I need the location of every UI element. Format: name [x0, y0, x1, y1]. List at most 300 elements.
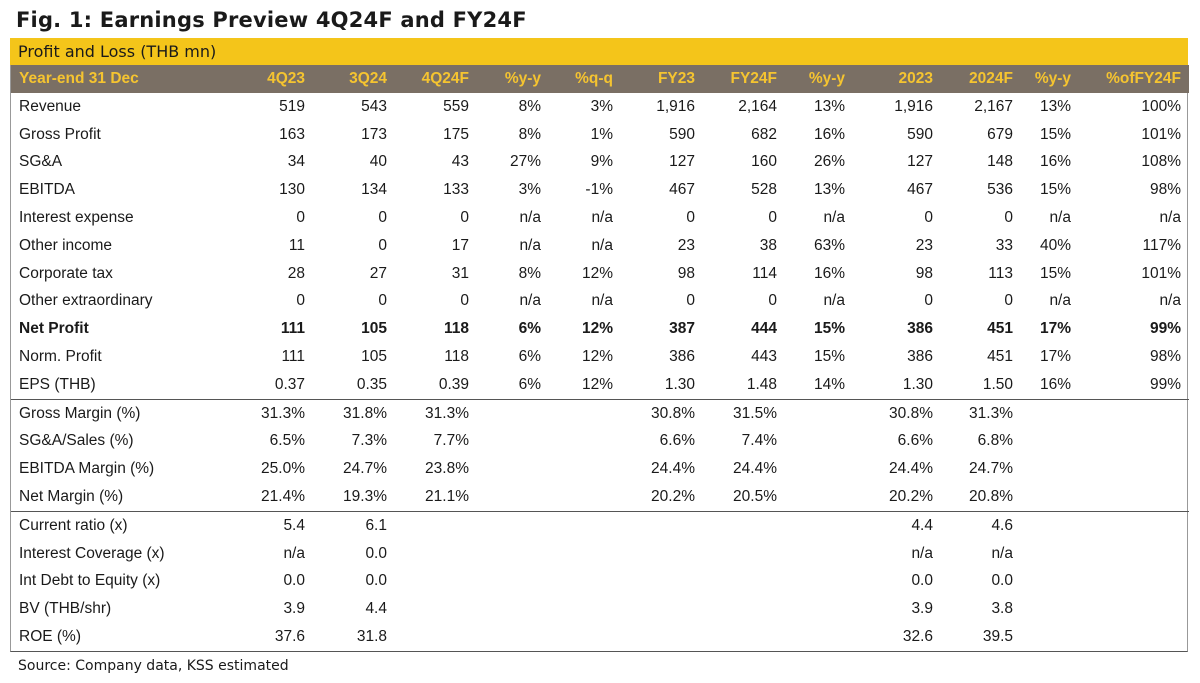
table-cell: 1,916 — [656, 97, 695, 115]
table-cell: 23.8% — [425, 460, 469, 478]
table-cell: 27 — [369, 264, 387, 282]
table-cell: 0 — [768, 209, 777, 227]
table-row — [11, 483, 1189, 511]
table-cell — [703, 595, 785, 623]
table-cell — [395, 511, 477, 539]
table-cell — [1079, 623, 1189, 651]
table-cell: 451 — [987, 320, 1013, 338]
table-cell: 17% — [1039, 320, 1071, 338]
table-subtitle: Profit and Loss (THB mn) — [10, 38, 1188, 65]
figure-title: Fig. 1: Earnings Preview 4Q24F and FY24F — [16, 8, 527, 32]
table-cell: 14% — [813, 375, 845, 393]
table-cell: n/a — [591, 236, 613, 254]
table-cell: 1.50 — [982, 375, 1013, 393]
table-cell: 15% — [1039, 181, 1071, 199]
table-cell: 443 — [751, 348, 777, 366]
table-cell: 3% — [590, 97, 613, 115]
table-cell: 0 — [1004, 292, 1013, 310]
table-cell — [1079, 511, 1189, 539]
table-row — [11, 343, 1189, 371]
column-header: 2023 — [898, 70, 933, 87]
table-cell: 20.5% — [733, 488, 777, 506]
table-cell: n/a — [1049, 292, 1071, 310]
row-label: EPS (THB) — [19, 375, 96, 393]
table-cell: 0.0 — [365, 544, 387, 562]
table-cell: 0 — [378, 209, 387, 227]
table-cell — [549, 568, 621, 596]
table-cell — [477, 511, 549, 539]
table-cell: 34 — [287, 153, 305, 171]
row-label: Revenue — [19, 97, 82, 115]
table-cell: 12% — [581, 375, 613, 393]
table-cell: n/a — [519, 292, 541, 310]
table-cell: 25.0% — [261, 460, 305, 478]
table-cell — [703, 540, 785, 568]
table-cell — [549, 399, 621, 427]
table-cell: 0 — [686, 292, 695, 310]
table-cell: 1% — [590, 125, 613, 143]
table-row — [11, 204, 1189, 232]
table-cell: 559 — [443, 97, 469, 115]
table-cell: 0 — [924, 292, 933, 310]
table-cell: 31 — [451, 264, 469, 282]
table-cell: 98% — [1149, 181, 1181, 199]
row-label: Other extraordinary — [19, 292, 153, 310]
table-cell: 163 — [279, 125, 305, 143]
table-cell: 24.4% — [651, 460, 695, 478]
table-cell: 31.3% — [395, 399, 477, 427]
table-cell: 679 — [987, 125, 1013, 143]
table-cell: 113 — [988, 264, 1013, 282]
table-cell: 118 — [444, 348, 469, 366]
table-cell: 15% — [813, 320, 845, 338]
table-cell: 3% — [518, 181, 541, 199]
table-cell: n/a — [591, 209, 613, 227]
table-cell — [1079, 399, 1189, 427]
row-label: Other income — [19, 236, 113, 254]
table-cell: 12% — [581, 320, 613, 338]
table-cell: 682 — [751, 125, 777, 143]
table-cell: n/a — [519, 209, 541, 227]
table-cell — [785, 511, 853, 539]
table-cell: 134 — [361, 181, 387, 199]
table-cell: 24.7% — [343, 460, 387, 478]
table-cell: 4.4 — [365, 600, 387, 618]
row-label: Interest Coverage (x) — [19, 544, 165, 562]
table-row — [11, 176, 1189, 204]
table-cell: 24.4% — [889, 460, 933, 478]
table-cell: 1,916 — [894, 97, 933, 115]
table-cell: 19.3% — [343, 488, 387, 506]
row-label: Corporate tax — [19, 264, 113, 282]
column-header: %q-q — [575, 70, 613, 87]
table-cell: 23 — [677, 236, 695, 254]
table-cell: 28 — [287, 264, 305, 282]
table-cell: 7.7% — [433, 432, 469, 450]
table-cell: 0 — [378, 292, 387, 310]
table-cell — [785, 595, 853, 623]
table-cell: 386 — [907, 348, 933, 366]
table-cell: 130 — [279, 181, 305, 199]
table-cell: 31.3% — [941, 399, 1021, 427]
table-cell: 20.2% — [889, 488, 933, 506]
table-cell — [477, 623, 549, 651]
column-header: %ofFY24F — [1106, 70, 1181, 87]
table-cell: 467 — [669, 181, 695, 199]
table-cell: 98 — [677, 264, 695, 282]
table-cell — [1021, 455, 1079, 483]
table-cell — [621, 568, 703, 596]
table-row — [11, 540, 1189, 568]
table-cell: 9% — [590, 153, 613, 171]
table-cell: 15% — [1039, 125, 1071, 143]
table-row — [11, 93, 1189, 121]
row-label: BV (THB/shr) — [19, 600, 112, 618]
table-cell: 13% — [1039, 97, 1071, 115]
table-row — [11, 288, 1189, 316]
table-cell: 3.9 — [911, 600, 933, 618]
table-cell: 100% — [1141, 97, 1181, 115]
table-cell: 536 — [987, 181, 1013, 199]
table-cell: 31.3% — [231, 399, 313, 427]
table-row — [11, 455, 1189, 483]
table-cell: 6% — [518, 320, 541, 338]
table-row — [11, 399, 1189, 427]
table-cell — [1021, 511, 1079, 539]
table-cell — [785, 623, 853, 651]
table-cell — [549, 540, 621, 568]
table-cell: 12% — [581, 264, 613, 282]
table-cell: n/a — [823, 209, 845, 227]
table-cell: 31.5% — [703, 399, 785, 427]
table-cell: 31.8% — [313, 399, 395, 427]
table-cell: 0.39 — [438, 375, 469, 393]
table-cell: 6% — [518, 375, 541, 393]
table-cell: 101% — [1141, 125, 1181, 143]
table-cell: 13% — [813, 97, 845, 115]
table-cell: 12% — [581, 348, 613, 366]
earnings-figure — [10, 0, 1188, 674]
table-cell: n/a — [991, 544, 1013, 562]
table-cell — [1021, 399, 1079, 427]
row-label: Norm. Profit — [19, 348, 102, 366]
table-cell — [549, 455, 621, 483]
table-cell: 175 — [443, 125, 469, 143]
table-cell: 173 — [361, 125, 387, 143]
table-cell — [1079, 428, 1189, 456]
table-row — [11, 371, 1189, 399]
table-cell — [785, 568, 853, 596]
table-cell: 23 — [915, 236, 933, 254]
table-cell: 117% — [1142, 236, 1181, 254]
table-cell — [1021, 595, 1079, 623]
table-row — [11, 595, 1189, 623]
table-cell: 2,167 — [974, 97, 1013, 115]
table-cell: 21.4% — [261, 488, 305, 506]
table-cell — [477, 483, 549, 511]
table-cell: 20.2% — [651, 488, 695, 506]
table-cell: 99% — [1149, 375, 1181, 393]
table-cell: 386 — [907, 320, 933, 338]
table-cell: 6.1 — [313, 511, 395, 539]
table-cell: 118 — [443, 320, 469, 338]
table-cell: 111 — [281, 348, 305, 366]
table-cell: 0.35 — [356, 375, 387, 393]
column-header-label: Year-end 31 Dec — [19, 70, 139, 87]
row-label: EBITDA — [19, 181, 75, 199]
table-cell — [703, 568, 785, 596]
table-cell: 33 — [995, 236, 1013, 254]
row-label: SG&A — [19, 153, 63, 171]
table-cell: 6.5% — [269, 432, 305, 450]
table-cell — [1021, 623, 1079, 651]
table-cell: 2,164 — [738, 97, 777, 115]
table-cell: 63% — [813, 236, 845, 254]
table-cell: 519 — [279, 97, 305, 115]
table-cell: 98 — [915, 264, 933, 282]
column-header: 3Q24 — [349, 70, 387, 87]
table-cell: 133 — [443, 181, 469, 199]
table-cell: 3.9 — [283, 600, 305, 618]
table-cell: 6% — [518, 348, 541, 366]
table-cell: 0 — [1004, 209, 1013, 227]
table-cell: 0 — [378, 236, 387, 254]
table-cell: 43 — [451, 153, 469, 171]
table-cell: 8% — [518, 264, 541, 282]
table-cell: 13% — [813, 181, 845, 199]
table-row — [11, 511, 1189, 539]
table-cell: 4.4 — [853, 511, 941, 539]
table-cell: 160 — [751, 153, 777, 171]
table-row — [11, 149, 1189, 177]
column-header: FY24F — [730, 70, 777, 87]
table-cell: 0 — [296, 292, 305, 310]
table-cell: 40 — [369, 153, 387, 171]
table-cell: 0 — [924, 209, 933, 227]
table-cell — [785, 399, 853, 427]
table-cell: 108% — [1141, 153, 1181, 171]
table-cell: 0.37 — [274, 375, 305, 393]
table-cell — [703, 623, 785, 651]
source-note: Source: Company data, KSS estimated — [18, 657, 289, 674]
row-label: Gross Profit — [19, 125, 101, 143]
table-cell: 0 — [768, 292, 777, 310]
table-cell: 1.48 — [746, 375, 777, 393]
table-cell: 99% — [1149, 320, 1181, 338]
table-cell: 4.6 — [941, 511, 1021, 539]
table-cell — [477, 540, 549, 568]
column-header: %y-y — [1034, 70, 1071, 87]
table-cell — [549, 595, 621, 623]
table-cell: 6.8% — [977, 432, 1013, 450]
column-header: %y-y — [808, 70, 845, 87]
table-cell: n/a — [1159, 209, 1181, 227]
table-cell: n/a — [1049, 209, 1071, 227]
table-cell: 0 — [460, 209, 469, 227]
table-cell: 111 — [280, 320, 305, 338]
table-cell: 590 — [669, 125, 695, 143]
table-cell: 6.6% — [659, 432, 695, 450]
table-cell — [395, 540, 477, 568]
table-cell — [395, 595, 477, 623]
table-cell: 467 — [907, 181, 933, 199]
table-cell: 39.5 — [982, 628, 1013, 646]
row-label: Gross Margin (%) — [11, 399, 231, 427]
table-cell: 387 — [669, 320, 695, 338]
table-cell: 15% — [813, 348, 845, 366]
table-cell: 27% — [509, 153, 541, 171]
table-cell: 38 — [759, 236, 777, 254]
column-header: 4Q24F — [421, 70, 469, 87]
table-cell — [621, 511, 703, 539]
table-cell — [477, 595, 549, 623]
table-row — [11, 315, 1189, 343]
table-cell: 20.8% — [969, 488, 1013, 506]
table-cell: 1.30 — [902, 375, 933, 393]
table-cell — [1079, 595, 1189, 623]
table-cell: 114 — [752, 264, 777, 282]
table-row — [11, 428, 1189, 456]
table-cell: n/a — [519, 236, 541, 254]
row-label: Net Margin (%) — [19, 488, 124, 506]
table-cell: 11 — [288, 236, 305, 254]
table-cell: 386 — [669, 348, 695, 366]
table-cell: 1.30 — [664, 375, 695, 393]
table-cell: 3.8 — [991, 600, 1013, 618]
table-cell: 0.0 — [365, 572, 387, 590]
table-cell: n/a — [823, 292, 845, 310]
table-cell: 24.4% — [733, 460, 777, 478]
table-cell: 127 — [907, 153, 933, 171]
table-cell: 148 — [987, 153, 1013, 171]
table-cell: 101% — [1141, 264, 1181, 282]
row-label: Current ratio (x) — [11, 511, 231, 539]
table-header-row — [11, 65, 1189, 93]
table-cell — [549, 623, 621, 651]
table-cell: 7.4% — [741, 432, 777, 450]
table-cell: 8% — [518, 97, 541, 115]
table-cell — [1079, 455, 1189, 483]
table-cell: 6.6% — [897, 432, 933, 450]
table-cell: 528 — [751, 181, 777, 199]
table-cell: 7.3% — [351, 432, 387, 450]
table-cell: 590 — [907, 125, 933, 143]
table-cell: 40% — [1039, 236, 1071, 254]
table-cell: 0.0 — [911, 572, 933, 590]
table-cell — [785, 483, 853, 511]
table-cell: 105 — [361, 320, 387, 338]
table-cell — [1079, 568, 1189, 596]
table-cell: n/a — [1159, 292, 1181, 310]
table-cell — [785, 428, 853, 456]
row-label: SG&A/Sales (%) — [19, 432, 134, 450]
table-cell — [477, 428, 549, 456]
table-cell — [1079, 483, 1189, 511]
table-cell — [395, 623, 477, 651]
table-cell: 543 — [361, 97, 387, 115]
table-cell: 0 — [686, 209, 695, 227]
column-header: 4Q23 — [267, 70, 305, 87]
column-header: FY23 — [657, 70, 695, 87]
column-header: 2024F — [969, 70, 1013, 87]
table-cell — [549, 511, 621, 539]
table-cell: 0 — [296, 209, 305, 227]
table-cell: 16% — [813, 125, 845, 143]
table-cell: 26% — [813, 153, 845, 171]
table-cell: -1% — [585, 181, 613, 199]
table-cell: 24.7% — [969, 460, 1013, 478]
table-cell: 127 — [669, 153, 695, 171]
table-cell: 32.6 — [902, 628, 933, 646]
table-row — [11, 568, 1189, 596]
table-row — [11, 121, 1189, 149]
table-cell — [1021, 540, 1079, 568]
table-cell — [703, 511, 785, 539]
table-cell: 30.8% — [853, 399, 941, 427]
table-cell: 16% — [1039, 375, 1071, 393]
table-cell: 17 — [451, 236, 469, 254]
row-label: EBITDA Margin (%) — [19, 460, 155, 478]
table-cell — [621, 623, 703, 651]
table-cell: 15% — [1039, 264, 1071, 282]
table-cell: 17% — [1039, 348, 1071, 366]
table-cell — [621, 540, 703, 568]
row-label: ROE (%) — [19, 628, 81, 646]
table-cell: 31.8 — [356, 628, 387, 646]
table-body — [11, 93, 1189, 651]
table-cell: 21.1% — [425, 488, 469, 506]
table-cell: 0.0 — [991, 572, 1013, 590]
table-cell — [1021, 483, 1079, 511]
table-cell: 37.6 — [274, 628, 305, 646]
table-cell: 98% — [1149, 348, 1181, 366]
row-label: Int Debt to Equity (x) — [19, 572, 161, 590]
table-row — [11, 260, 1189, 288]
row-label: Net Profit — [19, 320, 89, 338]
earnings-table — [11, 65, 1189, 651]
table-cell — [785, 455, 853, 483]
table-cell: 5.4 — [231, 511, 313, 539]
table-cell — [1021, 428, 1079, 456]
table-cell — [477, 455, 549, 483]
table-cell — [395, 568, 477, 596]
table-cell — [1079, 540, 1189, 568]
table-row — [11, 623, 1189, 651]
table-cell: 8% — [518, 125, 541, 143]
table-cell: 451 — [987, 348, 1013, 366]
table-cell — [477, 568, 549, 596]
table-cell — [1021, 568, 1079, 596]
column-header: %y-y — [504, 70, 541, 87]
table-cell: 16% — [813, 264, 845, 282]
table-cell — [549, 428, 621, 456]
table-cell: 0.0 — [283, 572, 305, 590]
table-cell: 444 — [751, 320, 777, 338]
table-cell: 0 — [460, 292, 469, 310]
table-cell: 30.8% — [621, 399, 703, 427]
table-cell — [621, 595, 703, 623]
table-cell: n/a — [911, 544, 933, 562]
table-cell: 16% — [1039, 153, 1071, 171]
table-row — [11, 232, 1189, 260]
row-label: Interest expense — [19, 209, 134, 227]
table-cell: 105 — [361, 348, 387, 366]
table-cell: n/a — [591, 292, 613, 310]
table-cell — [477, 399, 549, 427]
table-container — [10, 65, 1188, 652]
table-cell — [549, 483, 621, 511]
table-cell: n/a — [283, 544, 305, 562]
